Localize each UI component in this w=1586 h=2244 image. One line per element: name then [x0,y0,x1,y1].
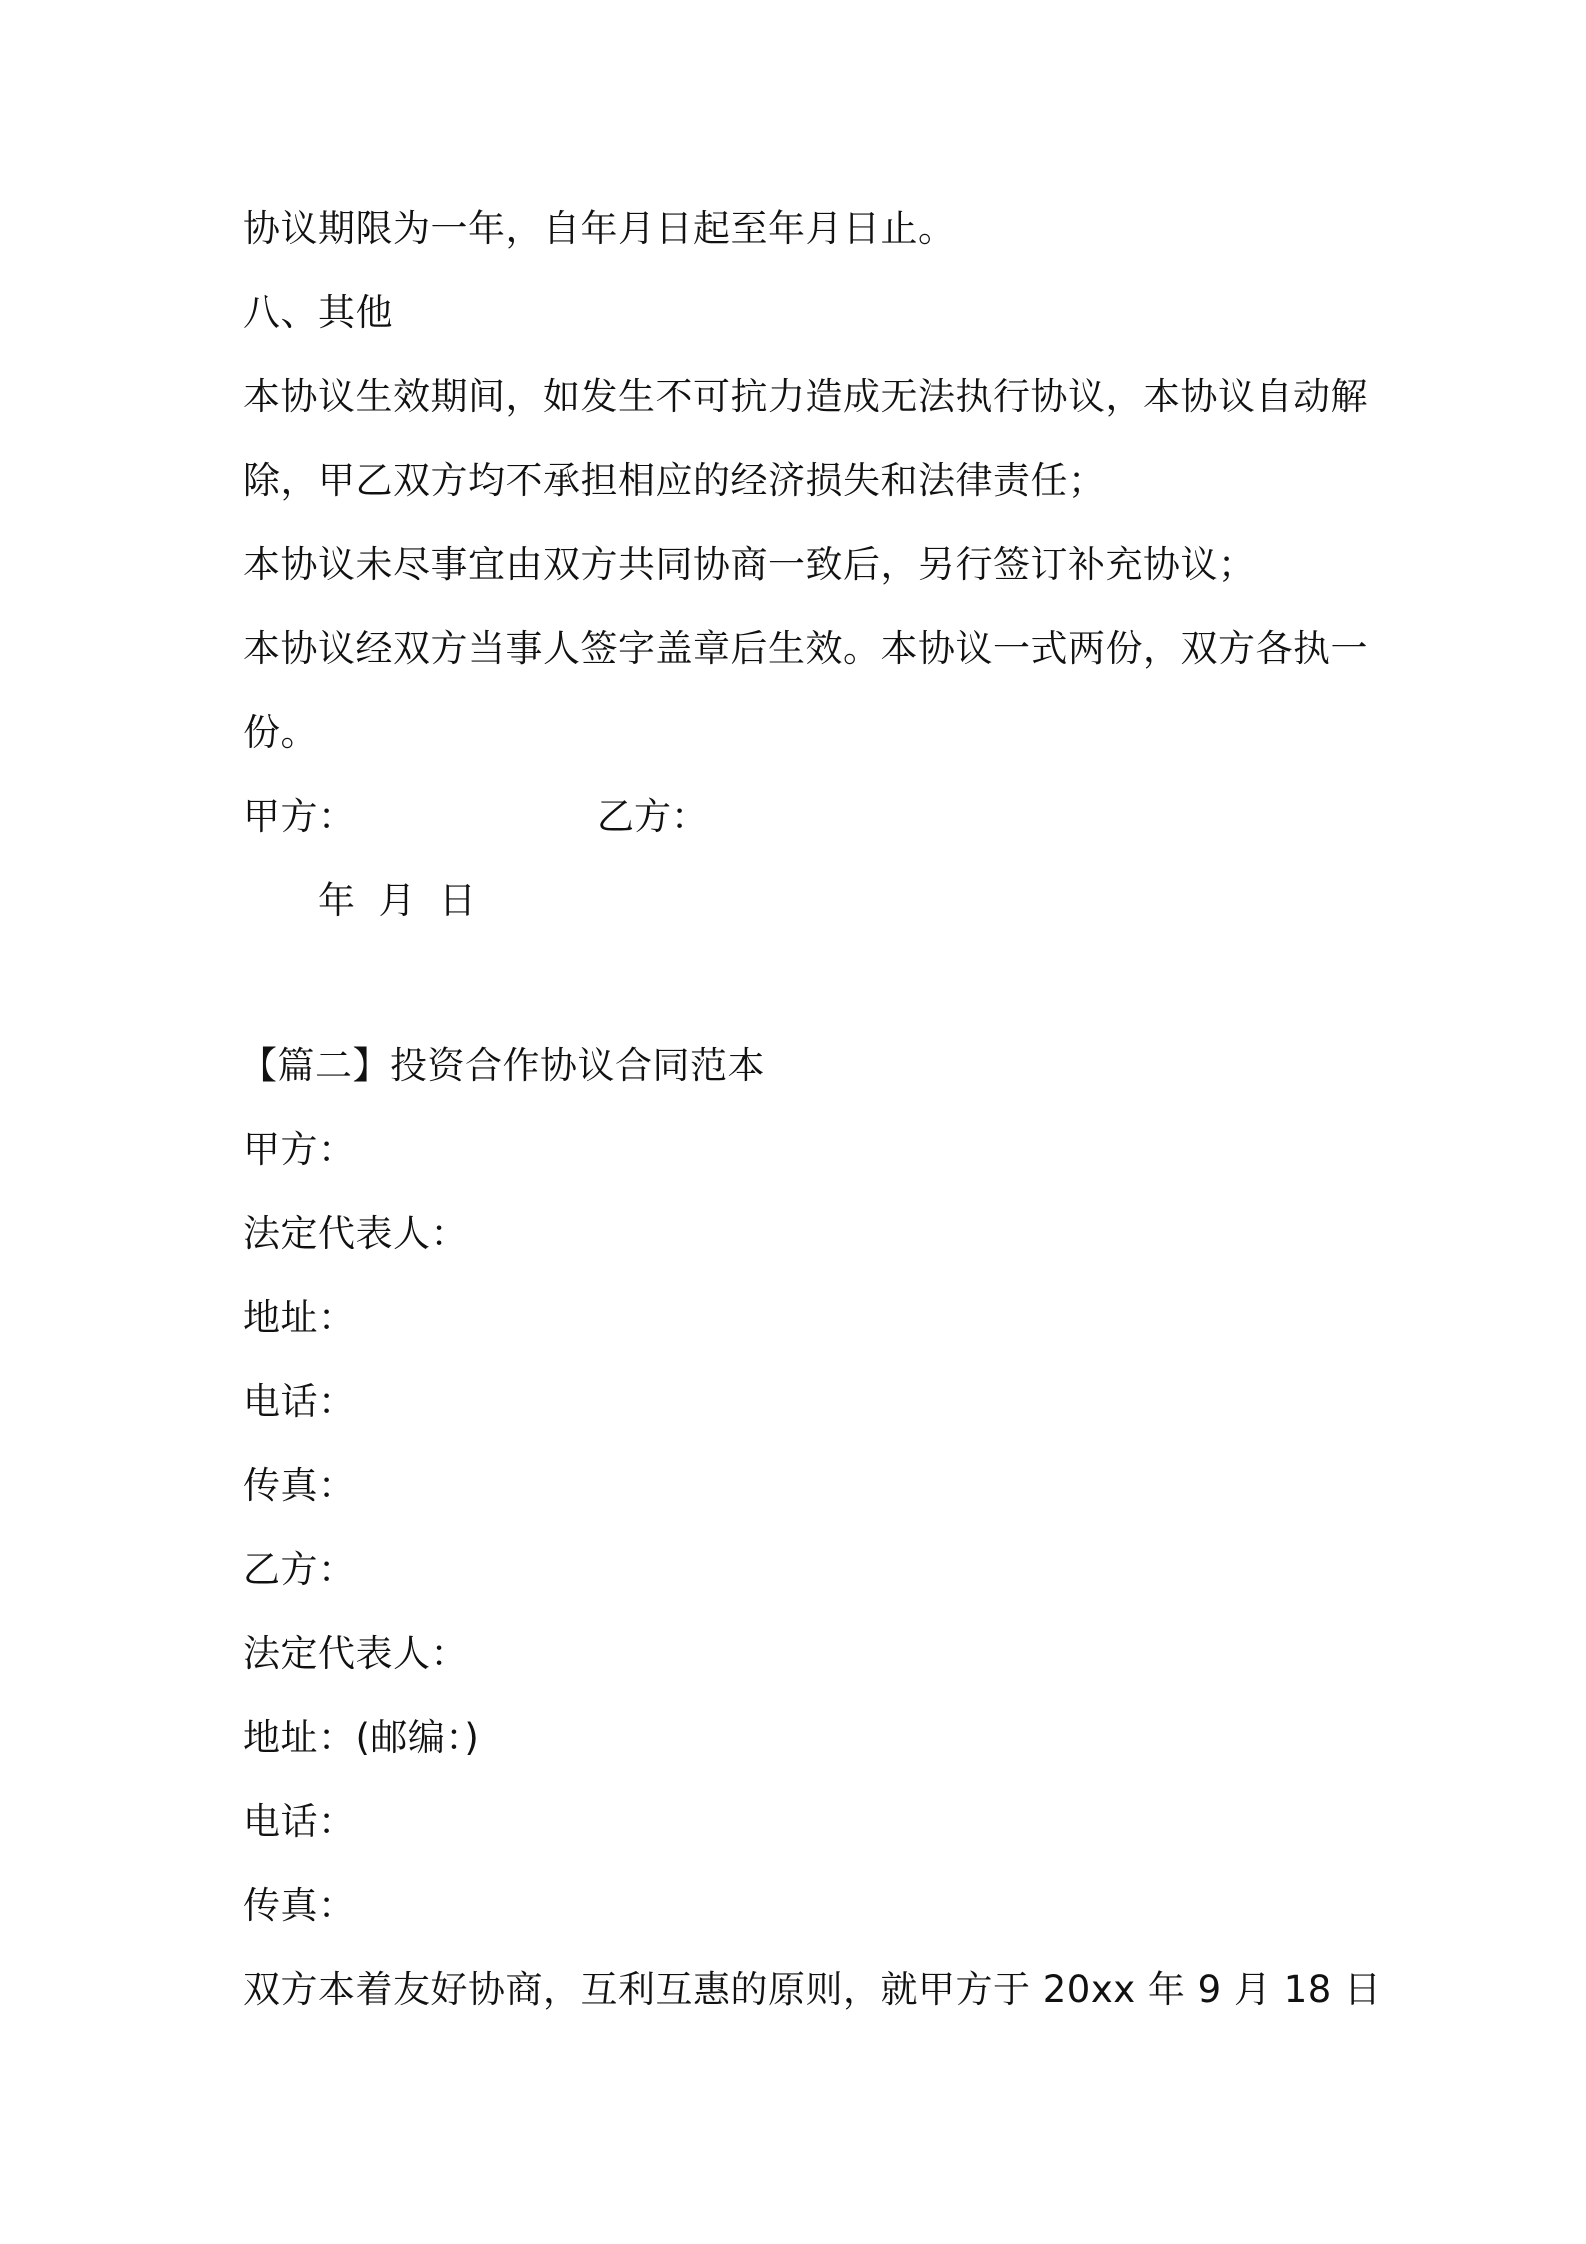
party-b-phone: 电话： [243,1800,356,1843]
party-b-fax: 传真： [243,1884,356,1927]
effect-clause-line2: 份。 [243,711,318,754]
signature-date: 年 月 日 [318,879,477,922]
force-majeure-clause-line2: 除，甲乙双方均不承担相应的经济损失和法律责任； [243,459,1106,502]
term-clause: 协议期限为一年，自年月日起至年月日止。 [243,207,956,250]
party-a-representative: 法定代表人： [243,1212,468,1255]
party-b-signature-label: 乙方： [597,795,708,838]
party-a-address: 地址： [243,1296,356,1339]
party-a-signature-label: 甲方： [243,795,356,838]
heading-other: 八、其他 [243,291,393,334]
party-a-fax: 传真： [243,1464,356,1507]
party-b-representative: 法定代表人： [243,1632,468,1675]
effect-clause-line1: 本协议经双方当事人签字盖章后生效。本协议一式两份，双方各执一 [243,627,1368,670]
party-a-label: 甲方： [243,1128,356,1171]
party-b-label: 乙方： [243,1548,356,1591]
intro-paragraph: 双方本着友好协商，互利互惠的原则，就甲方于 20xx 年 9 月 18 日 [243,1968,1382,2011]
party-b-address: 地址：(邮编：) [243,1716,480,1759]
party-a-phone: 电话： [243,1380,356,1423]
section-two-title: 【篇二】投资合作协议合同范本 [240,1044,765,1087]
supplementary-clause: 本协议未尽事宜由双方共同协商一致后，另行签订补充协议； [243,543,1256,586]
force-majeure-clause-line1: 本协议生效期间，如发生不可抗力造成无法执行协议，本协议自动解 [243,375,1368,418]
